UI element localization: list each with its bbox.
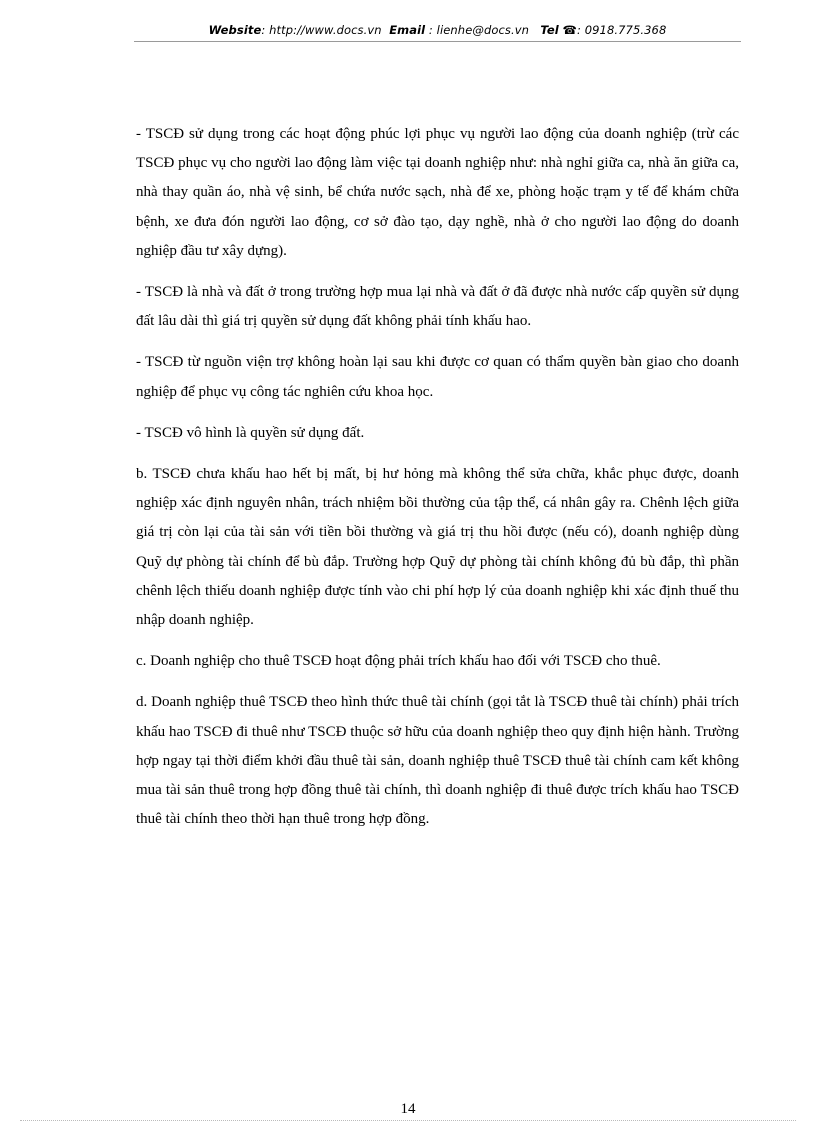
paragraph-aid-assets: - TSCĐ từ nguồn viện trợ không hoàn lại sau khi được cơ quan có thẩm quyền bàn giao cho doanh nghiệp để phục vụ công tác nghiên cứu khoa học. <box>136 354 739 400</box>
tel-label: Tel <box>540 23 559 37</box>
phone-icon: ☎ <box>562 23 577 37</box>
paragraph-land-use-right: - TSCĐ vô hình là quyền sử dụng đất. <box>136 424 365 441</box>
page-number: 14 <box>400 1101 416 1117</box>
website-label: Website <box>208 23 262 37</box>
paragraph-welfare-assets: - TSCĐ sử dụng trong các hoạt động phúc lợi phục vụ người lao động của doanh nghiệp (trừ các TSCĐ phục vụ cho người lao động làm việc tại doanh nghiệp như: nhà nghỉ giữa ca, nhà ăn giữa ca, nhà thay quần áo, nhà vệ sinh, bể chứa nước sạch, nhà để xe, phòng hoặc trạm y tế để khám chữa bệnh, xe đưa đón người lao động, cơ sở đào tạo, dạy nghề, nhà ở cho người lao động do doanh nghiệp đầu tư xây dựng). <box>136 126 739 259</box>
page-body <box>136 120 739 846</box>
website-value: : http://www.docs.vn <box>261 23 382 37</box>
email-label: Email <box>389 23 426 37</box>
footer-divider <box>20 1120 796 1121</box>
paragraph-d: d. Doanh nghiệp thuê TSCĐ theo hình thức thuê tài chính (gọi tắt là TSCĐ thuê tài chính) phải trích khấu hao TSCĐ đi thuê như TSCĐ thuộc sở hữu của doanh nghiệp theo quy định hiện hành. Trường hợp ngay tại thời điểm khởi đầu thuê tài sản, doanh nghiệp thuê TSCĐ thuê tài chính cam kết không mua tài sản thuê trong hợp đồng thuê tài chính, thì doanh nghiệp đi thuê được trích khấu hao TSCĐ thuê tài chính theo thời hạn thuê trong hợp đồng. <box>136 694 739 828</box>
page-header <box>134 23 741 37</box>
paragraph-b: b. TSCĐ chưa khấu hao hết bị mất, bị hư hỏng mà không thể sửa chữa, khắc phục được, doanh nghiệp xác định nguyên nhân, trách nhiệm bồi thường của tập thể, cá nhân gây ra. Chênh lệch giữa giá trị còn lại của tài sản với tiền bồi thường và giá trị thu hồi được (nếu có), doanh nghiệp dùng Quỹ dự phòng tài chính để bù đắp. Trường hợp Quỹ dự phòng tài chính không đủ bù đắp, thì phần chênh lệch thiếu doanh nghiệp được tính vào chi phí hợp lý của doanh nghiệp khi xác định thuế thu nhập doanh nghiệp. <box>136 466 739 629</box>
paragraph-land-house: - TSCĐ là nhà và đất ở trong trường hợp mua lại nhà và đất ở đã được nhà nước cấp quyền sử dụng đất lâu dài thì giá trị quyền sử dụng đất không phải tính khấu hao. <box>136 284 739 330</box>
header-divider <box>134 41 741 42</box>
email-value: : lienhe@docs.vn <box>425 23 530 37</box>
paragraph-c: c. Doanh nghiệp cho thuê TSCĐ hoạt động phải trích khấu hao đối với TSCĐ cho thuê. <box>136 653 661 670</box>
tel-value: : 0918.775.368 <box>576 23 667 37</box>
